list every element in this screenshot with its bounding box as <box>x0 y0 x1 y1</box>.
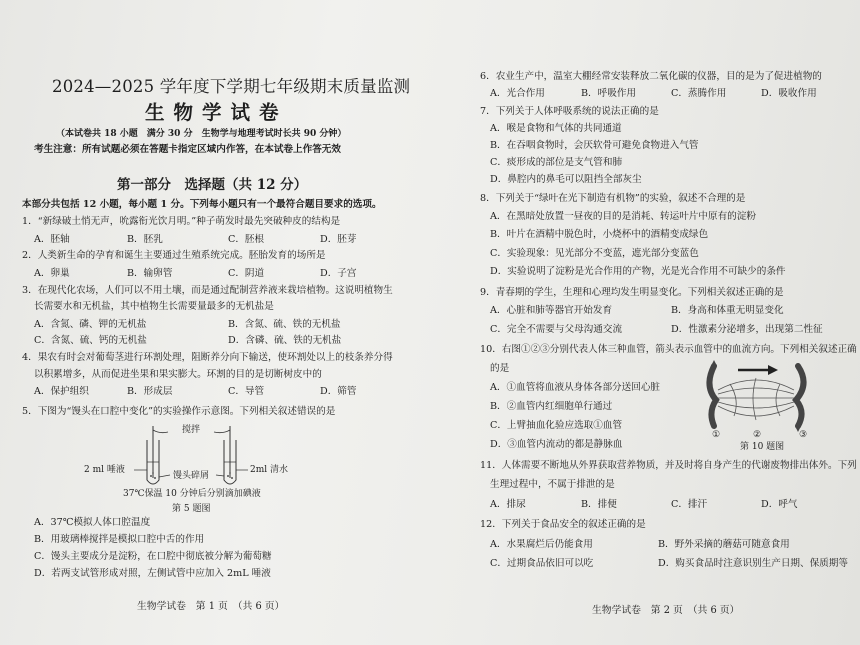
figure5-bread-label: 馒头碎屑 <box>173 471 210 481</box>
vessel-1 <box>709 366 716 426</box>
q11-option-c: C．排汗 <box>671 499 708 510</box>
question-8-stem: 8．下列关于“绿叶在光下制造有机物”的实验，叙述不合理的是 <box>480 193 746 204</box>
figure5-stir-label: 搅拌 <box>182 425 201 435</box>
q9-option-b: B．身高和体重无明显变化 <box>671 305 784 316</box>
blood-vessel-figure <box>700 360 815 432</box>
part1-description: 本部分共包括 12 小题，每小题 1 分。下列每小题只有一个最符合题目要求的选项。 <box>22 199 382 210</box>
q1-option-c: C．胚根 <box>228 234 265 245</box>
q10-option-d: D．③血管内流动的都是静脉血 <box>490 439 623 450</box>
q7-option-c: C．痰形成的部位是支气管和肺 <box>490 157 623 168</box>
question-4-stem: 4．果农有时会对葡萄茎进行环割处理，阻断养分向下输送，使环割处以上的枝条养分得 <box>22 352 393 363</box>
q8-option-a: A．在黑暗处放置一昼夜的目的是消耗、转运叶片中原有的淀粉 <box>490 211 756 222</box>
vessel-3 <box>796 366 804 426</box>
exam-notice: 考生注意：所有试题必须在答题卡指定区域内作答，在本试卷上作答无效 <box>34 144 341 155</box>
q12-option-d: D．购买食品时注意识别生产日期、保质期等 <box>658 558 848 569</box>
q9-option-c: C．完全不需要与父母沟通交流 <box>490 324 623 335</box>
q11-option-a: A．排尿 <box>490 499 526 510</box>
part1-title: 第一部分 选择题（共 12 分） <box>117 177 308 193</box>
page-2 <box>468 0 860 645</box>
q1-option-d: D．胚芽 <box>320 234 357 245</box>
q4-option-c: C．导管 <box>228 386 265 397</box>
q7-option-b: B．在吞咽食物时，会厌软骨可避免食物进入气管 <box>490 140 699 151</box>
q8-option-c: C．实验现象：见光部分不变蓝，遮光部分变蓝色 <box>490 248 699 259</box>
question-9-stem: 9．青春期的学生，生理和心理均发生明显变化。下列相关叙述正确的是 <box>480 287 784 298</box>
question-10-stem-line2: 的是 <box>490 363 510 374</box>
question-12-stem: 12．下列关于食品安全的叙述正确的是 <box>480 519 646 530</box>
q10-option-b: B．②血管内红细胞单行通过 <box>490 401 613 412</box>
page-1-footer: 生物学试卷 第 1 页 （共 6 页） <box>137 601 285 612</box>
question-5-stem: 5．下图为“馒头在口腔中变化”的实验操作示意图。下列相关叙述错误的是 <box>22 406 336 417</box>
question-3-stem: 3．在现代化农场，人们可以不用土壤，而是通过配制营养液来栽培植物。这说明植物生 <box>22 285 393 296</box>
q11-option-b: B．排便 <box>581 499 617 510</box>
q6-option-c: C．蒸腾作用 <box>671 88 727 99</box>
q6-option-b: B．呼吸作用 <box>581 88 637 99</box>
figure5-note: 37℃保温 10 分钟后分别滴加碘液 <box>123 489 261 499</box>
subject-title: 生物学试卷 <box>145 101 288 124</box>
q6-option-d: D．吸收作用 <box>761 88 817 99</box>
q12-option-a: A．水果腐烂后仍能食用 <box>490 539 593 550</box>
q2-option-d: D．子宫 <box>320 268 357 279</box>
question-2-stem: 2．人类新生命的孕育和诞生主要通过生殖系统完成。胚胎发育的场所是 <box>22 250 326 261</box>
question-10-stem: 10．右图①②③分别代表人体三种血管，箭头表示血管中的血流方向。下列相关叙述正确 <box>480 344 857 355</box>
q1-option-a: A．胚轴 <box>34 234 70 245</box>
q4-option-a: A．保护组织 <box>34 386 89 397</box>
q6-option-a: A．光合作用 <box>490 88 545 99</box>
figure5-caption: 第 5 题图 <box>172 504 211 514</box>
q1-option-b: B．胚乳 <box>127 234 163 245</box>
exam-info: （本试卷共 18 小题 满分 30 分 生物学与地理考试时长共 90 分钟） <box>56 129 347 139</box>
q2-option-b: B．输卵管 <box>127 268 173 279</box>
q12-option-c: C．过期食品依旧可以吃 <box>490 558 594 569</box>
q3-option-a: A．含氮、磷、钾的无机盐 <box>34 319 147 330</box>
q2-option-a: A．卵巢 <box>34 268 70 279</box>
question-11-stem-line2: 生理过程中，不属于排泄的是 <box>490 479 615 490</box>
q10-option-c: C．上臂抽血化验应选取①血管 <box>490 420 623 431</box>
q12-option-b: B．野外采摘的蘑菇可随意食用 <box>658 539 790 550</box>
figure10-caption: 第 10 题图 <box>740 442 785 452</box>
q2-option-c: C．阴道 <box>228 268 265 279</box>
question-3-stem-line2: 长需要水和无机盐，其中植物生长需要量最多的无机盐是 <box>34 301 274 312</box>
question-1-stem: 1．“新绿破土悄无声，吮露衔光饮月明。”种子萌发时最先突破种皮的结构是 <box>22 216 341 227</box>
q8-option-b: B．叶片在酒精中脱色时，小烧杯中的酒精变成绿色 <box>490 229 709 240</box>
q5-option-d: D．若两支试管形成对照，左侧试管中应加入 2mL 唾液 <box>34 568 271 579</box>
figure10-label-1: ① <box>712 430 721 440</box>
figure10-label-3: ③ <box>799 430 808 440</box>
question-11-stem: 11．人体需要不断地从外界获取营养物质，并及时将自身产生的代谢废物排出体外。下列 <box>480 460 857 471</box>
q7-option-d: D．鼻腔内的鼻毛可以阻挡全部灰尘 <box>490 174 642 185</box>
q5-option-c: C．馒头主要成分是淀粉，在口腔中彻底被分解为葡萄糖 <box>34 551 272 562</box>
question-4-stem-line2: 以积累增多，从而促进坐果和果实膨大。环割的目的是切断树皮中的 <box>34 369 322 380</box>
q7-option-a: A．喉是食物和气体的共同通道 <box>490 123 622 134</box>
question-6-stem: 6．农业生产中，温室大棚经常安装释放二氧化碳的仪器，目的是为了促进植物的 <box>480 71 822 82</box>
figure5-saliva-label: 2 ml 唾液 <box>84 465 125 475</box>
page-2-footer: 生物学试卷 第 2 页 （共 6 页） <box>592 605 740 616</box>
q3-option-d: D．含磷、硫、铁的无机盐 <box>228 335 342 346</box>
q8-option-d: D．实验说明了淀粉是光合作用的产物，光是光合作用不可缺少的条件 <box>490 266 786 277</box>
q9-option-d: D．性激素分泌增多，出现第二性征 <box>671 324 823 335</box>
q11-option-d: D．呼气 <box>761 499 798 510</box>
q4-option-d: D．筛管 <box>320 386 357 397</box>
q4-option-b: B．形成层 <box>127 386 173 397</box>
figure10-label-2: ② <box>753 430 762 440</box>
q5-option-b: B．用玻璃棒搅拌是模拟口腔中舌的作用 <box>34 534 205 545</box>
question-7-stem: 7．下列关于人体呼吸系统的说法正确的是 <box>480 106 659 117</box>
q9-option-a: A．心脏和肺等器官开始发育 <box>490 305 613 316</box>
vessel-2 <box>718 378 794 420</box>
q3-option-b: B．含氮、硫、铁的无机盐 <box>228 319 341 330</box>
figure5-water-label: 2ml 清水 <box>250 465 288 475</box>
exam-title: 2024—2025 学年度下学期七年级期末质量监测 <box>52 77 411 96</box>
q3-option-c: C．含氮、硫、钙的无机盐 <box>34 335 147 346</box>
q10-option-a: A．①血管将血液从身体各部分送回心脏 <box>490 382 661 393</box>
q5-option-a: A．37℃模拟人体口腔温度 <box>34 517 151 528</box>
